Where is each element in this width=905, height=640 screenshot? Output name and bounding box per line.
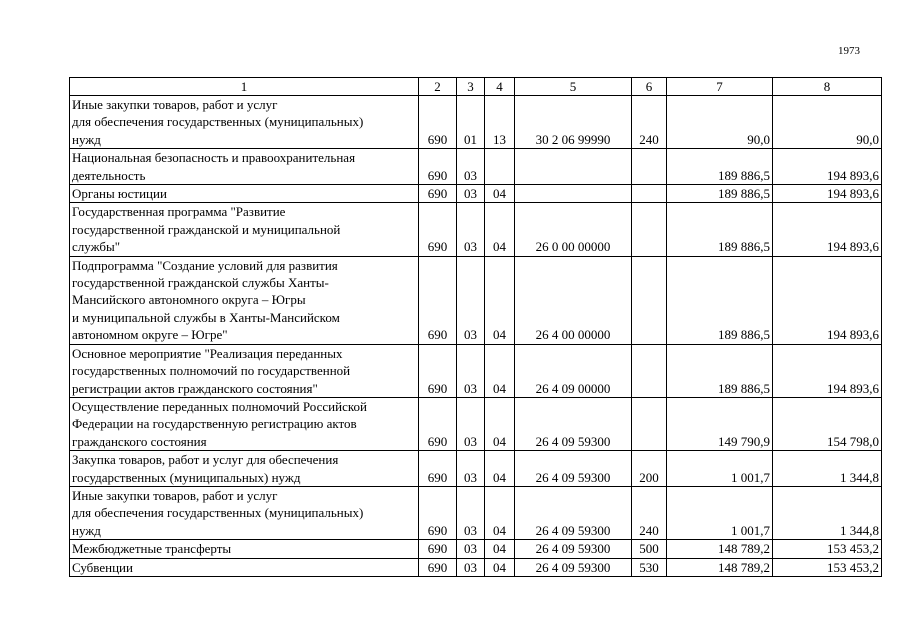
item-name-line: для обеспечения государственных (муниципальных)	[72, 505, 364, 521]
amount-col8-cell: 194 893,6	[773, 344, 882, 397]
amount-col7-cell: 148 789,2	[667, 558, 773, 576]
section-code-cell: 03	[457, 185, 485, 203]
amount-col7-cell: 90,0	[667, 96, 773, 149]
amount-col7-cell: 189 886,5	[667, 256, 773, 344]
item-name-cell	[70, 486, 419, 539]
table-row	[70, 397, 882, 450]
subsection-code-cell: 04	[485, 558, 515, 576]
target-article-cell: 26 4 09 59300	[515, 540, 632, 558]
item-name-line: службы"	[72, 239, 121, 255]
column-header: 8	[773, 78, 882, 96]
section-code-cell: 03	[457, 397, 485, 450]
item-name-line: Национальная безопасность и правоохранительная	[72, 150, 356, 166]
budget-table	[69, 77, 882, 577]
section-code-cell: 03	[457, 203, 485, 256]
ministry-code-cell: 690	[419, 540, 457, 558]
table-row	[70, 96, 882, 149]
expense-type-cell	[632, 256, 667, 344]
target-article-cell: 26 4 00 00000	[515, 256, 632, 344]
item-name-line: государственных (муниципальных) нужд	[72, 469, 301, 485]
subsection-code-cell: 04	[485, 256, 515, 344]
item-name-cell	[70, 203, 419, 256]
ministry-code-cell: 690	[419, 558, 457, 576]
target-article-cell: 26 4 09 59300	[515, 451, 632, 487]
item-name-line: Межбюджетные трансферты	[72, 541, 232, 557]
amount-col8-cell: 1 344,8	[773, 486, 882, 539]
column-header: 2	[419, 78, 457, 96]
expense-type-cell	[632, 149, 667, 185]
section-code-cell: 03	[457, 486, 485, 539]
item-name-line: Иные закупки товаров, работ и услуг	[72, 97, 278, 112]
item-name-line: Федерации на государственную регистрацию актов	[72, 416, 357, 432]
page-number: 1973	[838, 45, 860, 57]
item-name-cell	[70, 344, 419, 397]
subsection-code-cell: 04	[485, 185, 515, 203]
item-name-line: государственных полномочий по государственной	[72, 363, 351, 379]
expense-type-cell	[632, 203, 667, 256]
ministry-code-cell: 690	[419, 149, 457, 185]
table-row	[70, 256, 882, 344]
item-name-line: Подпрограмма "Создание условий для развития	[72, 257, 338, 273]
target-article-cell: 26 4 09 59300	[515, 558, 632, 576]
amount-col7-cell: 1 001,7	[667, 451, 773, 487]
amount-col8-cell: 194 893,6	[773, 185, 882, 203]
item-name-cell	[70, 96, 419, 149]
section-code-cell: 03	[457, 540, 485, 558]
subsection-code-cell: 04	[485, 344, 515, 397]
ministry-code-cell: 690	[419, 397, 457, 450]
amount-col8-cell: 153 453,2	[773, 558, 882, 576]
ministry-code-cell: 690	[419, 486, 457, 539]
subsection-code-cell: 04	[485, 486, 515, 539]
target-article-cell	[515, 149, 632, 185]
item-name-cell	[70, 256, 419, 344]
amount-col8-cell: 153 453,2	[773, 540, 882, 558]
table-row	[70, 149, 882, 185]
item-name-line: Закупка товаров, работ и услуг для обеспечения	[72, 452, 339, 468]
item-name-line: Основное мероприятие "Реализация переданных	[72, 345, 343, 361]
item-name-line: Осуществление переданных полномочий Российской	[72, 398, 367, 414]
subsection-code-cell: 04	[485, 203, 515, 256]
table-row	[70, 486, 882, 539]
item-name-cell	[70, 397, 419, 450]
expense-type-cell: 200	[632, 451, 667, 487]
item-name-line: гражданского состояния	[72, 433, 207, 449]
item-name-line: Субвенции	[72, 559, 133, 575]
item-name-line: нужд	[72, 131, 101, 147]
target-article-cell	[515, 185, 632, 203]
item-name-cell	[70, 558, 419, 576]
subsection-code-cell: 04	[485, 397, 515, 450]
expense-type-cell: 530	[632, 558, 667, 576]
expense-type-cell: 500	[632, 540, 667, 558]
column-header: 3	[457, 78, 485, 96]
amount-col7-cell: 189 886,5	[667, 149, 773, 185]
amount-col7-cell: 148 789,2	[667, 540, 773, 558]
section-code-cell: 03	[457, 451, 485, 487]
target-article-cell: 30 2 06 99990	[515, 96, 632, 149]
table-row	[70, 540, 882, 558]
amount-col8-cell: 194 893,6	[773, 256, 882, 344]
table-row	[70, 185, 882, 203]
item-name-line: регистрации актов гражданского состояния"	[72, 380, 318, 396]
ministry-code-cell: 690	[419, 96, 457, 149]
subsection-code-cell: 04	[485, 451, 515, 487]
table-header-row	[70, 78, 882, 96]
item-name-line: для обеспечения государственных (муниципальных)	[72, 114, 364, 130]
target-article-cell: 26 4 09 59300	[515, 397, 632, 450]
item-name-line: Органы юстиции	[72, 186, 167, 202]
column-header: 7	[667, 78, 773, 96]
item-name-line: деятельность	[72, 167, 146, 183]
item-name-cell	[70, 540, 419, 558]
ministry-code-cell: 690	[419, 203, 457, 256]
expense-type-cell	[632, 397, 667, 450]
amount-col7-cell: 149 790,9	[667, 397, 773, 450]
table-row	[70, 344, 882, 397]
subsection-code-cell: 04	[485, 540, 515, 558]
section-code-cell: 03	[457, 149, 485, 185]
section-code-cell: 03	[457, 558, 485, 576]
amount-col7-cell: 189 886,5	[667, 203, 773, 256]
table-row	[70, 558, 882, 576]
column-header: 5	[515, 78, 632, 96]
amount-col8-cell: 194 893,6	[773, 149, 882, 185]
ministry-code-cell: 690	[419, 185, 457, 203]
expense-type-cell: 240	[632, 486, 667, 539]
table-row	[70, 451, 882, 487]
section-code-cell: 01	[457, 96, 485, 149]
column-header: 1	[70, 78, 419, 96]
table-row	[70, 203, 882, 256]
expense-type-cell	[632, 344, 667, 397]
expense-type-cell: 240	[632, 96, 667, 149]
item-name-line: Государственная программа "Развитие	[72, 204, 286, 220]
item-name-cell	[70, 451, 419, 487]
ministry-code-cell: 690	[419, 451, 457, 487]
column-header: 6	[632, 78, 667, 96]
item-name-line: государственной гражданской службы Ханты-	[72, 275, 329, 291]
target-article-cell: 26 0 00 00000	[515, 203, 632, 256]
amount-col8-cell: 1 344,8	[773, 451, 882, 487]
column-header: 4	[485, 78, 515, 96]
amount-col7-cell: 1 001,7	[667, 486, 773, 539]
item-name-cell	[70, 149, 419, 185]
item-name-cell	[70, 185, 419, 203]
amount-col7-cell: 189 886,5	[667, 344, 773, 397]
amount-col8-cell: 154 798,0	[773, 397, 882, 450]
item-name-line: Мансийского автономного округа – Югры	[72, 292, 306, 308]
item-name-line: нужд	[72, 522, 101, 538]
ministry-code-cell: 690	[419, 256, 457, 344]
item-name-line: Иные закупки товаров, работ и услуг	[72, 487, 278, 503]
item-name-line: государственной гражданской и муниципальной	[72, 221, 341, 237]
amount-col7-cell: 189 886,5	[667, 185, 773, 203]
amount-col8-cell: 90,0	[773, 96, 882, 149]
section-code-cell: 03	[457, 256, 485, 344]
expense-type-cell	[632, 185, 667, 203]
section-code-cell: 03	[457, 344, 485, 397]
subsection-code-cell: 13	[485, 96, 515, 149]
amount-col8-cell: 194 893,6	[773, 203, 882, 256]
target-article-cell: 26 4 09 00000	[515, 344, 632, 397]
target-article-cell: 26 4 09 59300	[515, 486, 632, 539]
subsection-code-cell	[485, 149, 515, 185]
ministry-code-cell: 690	[419, 344, 457, 397]
item-name-line: автономном округе – Югре"	[72, 327, 228, 343]
item-name-line: и муниципальной службы в Ханты-Мансийском	[72, 309, 340, 325]
